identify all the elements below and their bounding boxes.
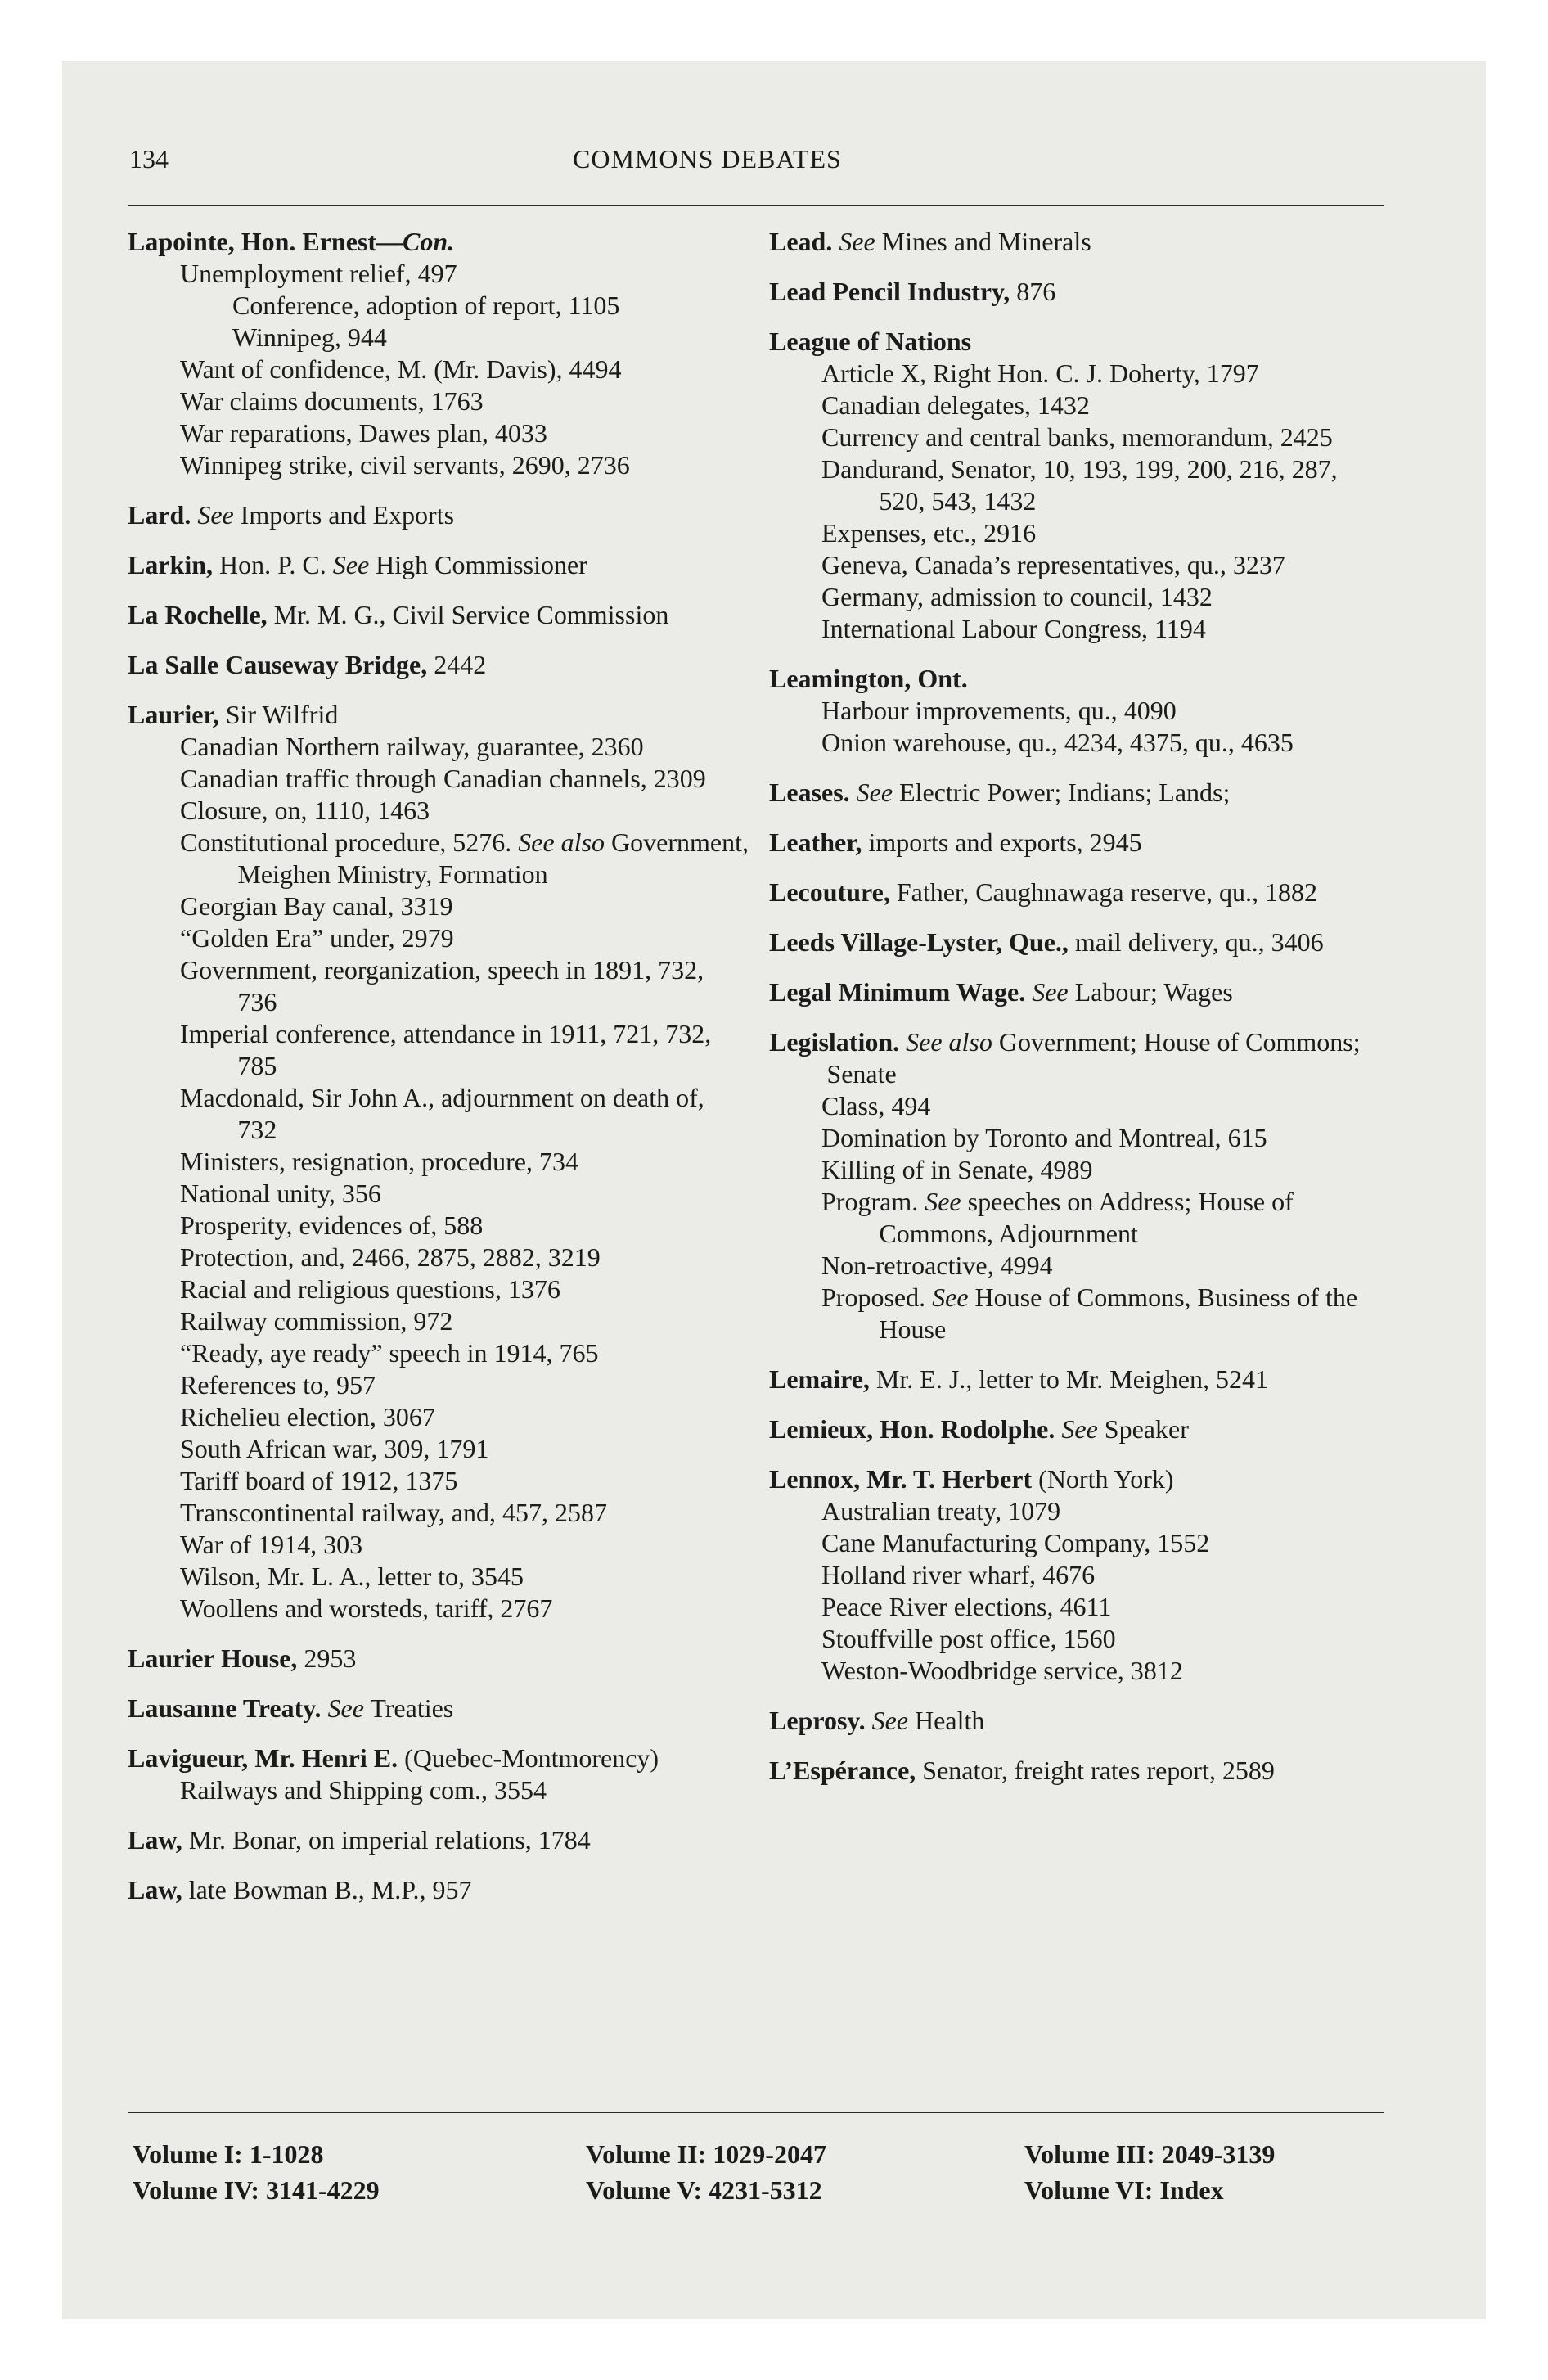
header-rule [128, 205, 1384, 206]
index-entry: League of Nations Article X, Right Hon. C. J. Doherty, 1797 Canadian delegates, 1432 Currency and central banks, memorandum, 2425 Dandurand, Senator, 10, 193, 199, 200, 216, 287, 520, 543, 1432 Expenses, etc., 2916 Geneva, Canada’s representatives, qu., 3237 Germany, admission to council, 1432 International Labour Congress, 1194 [769, 327, 1338, 643]
footer-rule [128, 2112, 1384, 2113]
index-column-right [769, 226, 1386, 1805]
index-entry: Legislation. See also Government; House of Commons; Senate Class, 494 Domination by Toronto and Montreal, 615 Killing of in Senate, 4989 Program. See speeches on Address; House of Commons, Adjournment Non-retroactive, 4994 Proposed. See House of Commons, Business of the House [769, 1027, 1361, 1344]
index-entry: L’Espérance, Senator, freight rates report, 2589 [769, 1756, 1275, 1785]
index-entry: Lecouture, Father, Caughnawaga reserve, qu., 1882 [769, 877, 1317, 907]
index-entry: Law, Mr. Bonar, on imperial relations, 1784 [128, 1825, 591, 1855]
index-entry: Lapointe, Hon. Ernest—Con. Unemployment relief, 497 Conference, adoption of report, 1105 Winnipeg, 944 Want of confidence, M. (Mr. Davis), 4494 War claims documents, 1763 War reparations, Dawes plan, 4033 Winnipeg strike, civil servants, 2690, 2736 [128, 227, 630, 480]
index-entry: Lemieux, Hon. Rodolphe. See Speaker [769, 1414, 1189, 1444]
index-entry: Lead. See Mines and Minerals [769, 227, 1091, 256]
index-entry: Laurier House, 2953 [128, 1643, 357, 1673]
index-entry: La Salle Causeway Bridge, 2442 [128, 650, 487, 679]
index-entry: Laurier, Sir Wilfrid Canadian Northern railway, guarantee, 2360 Canadian traffic through Canadian channels, 2309 Closure, on, 1110, 1463 Constitutional procedure, 5276. See also Government, Meighen Ministry, Formation Georgian Bay canal, 3319 “Golden Era” under, 2979 Government, reorganization, speech in 1891, 732, 736 Imperial conference, attendance in 1911, 721, 732, 785 Macdonald, Sir John A., adjournment on death of, 732 Ministers, resignation, procedure, 734 National unity, 356 Prosperity, evidences of, 588 Protection, and, 2466, 2875, 2882, 3219 Racial and religious questions, 1376 Railway commission, 972 “Ready, aye ready” speech in 1914, 765 References to, 957 Richelieu election, 3067 South African war, 309, 1791 Tariff board of 1912, 1375 Transcontinental railway, and, 457, 2587 War of 1914, 303 Wilson, Mr. L. A., letter to, 3545 Woollens and worsteds, tariff, 2767 [128, 700, 749, 1623]
index-entry: Leeds Village-Lyster, Que., mail delivery, qu., 3406 [769, 927, 1324, 957]
index-entry: Lausanne Treaty. See Treaties [128, 1693, 454, 1723]
index-entry: Legal Minimum Wage. See Labour; Wages [769, 977, 1233, 1007]
index-entry: Larkin, Hon. P. C. See High Commissioner [128, 550, 587, 579]
index-entry: La Rochelle, Mr. M. G., Civil Service Commission [128, 600, 669, 629]
volume-legend-3: Volume III: 2049-3139 Volume VI: Index [1024, 2139, 1276, 2205]
volume-legend-1: Volume I: 1-1028 Volume IV: 3141-4229 [133, 2139, 380, 2205]
index-entry: Lead Pencil Industry, 876 [769, 277, 1056, 306]
index-entry: Leamington, Ont. Harbour improvements, qu., 4090 Onion warehouse, qu., 4234, 4375, qu., 4635 [769, 664, 1294, 757]
volume-legend-2: Volume II: 1029-2047 Volume V: 4231-5312 [586, 2139, 826, 2205]
page-number: 134 [129, 144, 169, 174]
index-entry: Lavigueur, Mr. Henri E. (Quebec-Montmorency) Railways and Shipping com., 3554 [128, 1743, 659, 1805]
index-entry: Lard. See Imports and Exports [128, 500, 455, 530]
index-entry: Leases. See Electric Power; Indians; Lands; [769, 778, 1231, 807]
index-entry: Law, late Bowman B., M.P., 957 [128, 1875, 472, 1904]
index-entry: Leather, imports and exports, 2945 [769, 827, 1142, 857]
index-column-left [128, 226, 749, 1924]
index-entry: Lemaire, Mr. E. J., letter to Mr. Meighen, 5241 [769, 1364, 1268, 1394]
index-entry: Leprosy. See Health [769, 1706, 985, 1735]
index-entry: Lennox, Mr. T. Herbert (North York) Australian treaty, 1079 Cane Manufacturing Company, 1552 Holland river wharf, 4676 Peace River elections, 4611 Stouffville post office, 1560 Weston-Woodbridge service, 3812 [769, 1464, 1210, 1685]
page-title: COMMONS DEBATES [573, 144, 842, 174]
